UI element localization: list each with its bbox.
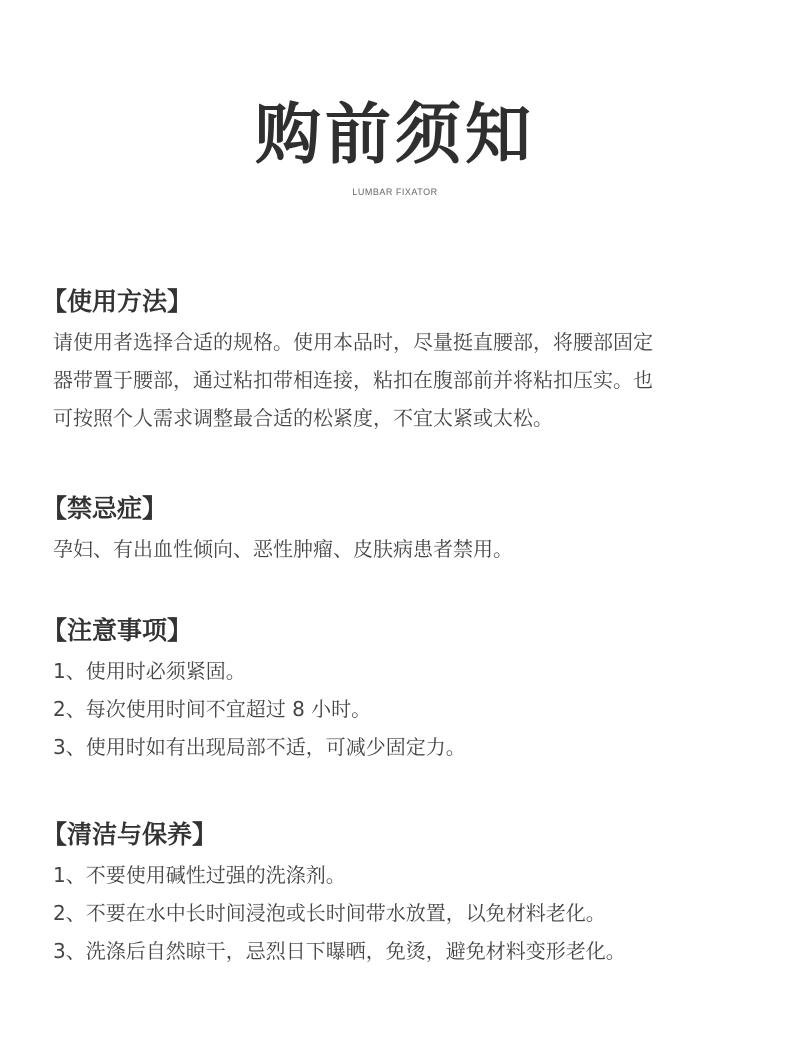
page-subtitle: LUMBAR FIXATOR xyxy=(352,187,438,197)
page-header xyxy=(0,95,790,198)
bracket-open: 【 xyxy=(42,287,68,316)
section-body-cleaning xyxy=(53,856,762,970)
bracket-close: 】 xyxy=(192,820,218,849)
body-line: 请使用者选择合适的规格。使用本品时，尽量挺直腰部，将腰部固定 xyxy=(53,330,653,354)
body-line: 器带置于腰部，通过粘扣带相连接，粘扣在腹部前并将粘扣压实。也 xyxy=(53,368,653,392)
section-body-usage xyxy=(53,323,762,437)
bracket-open: 【 xyxy=(42,494,68,523)
bracket-open: 【 xyxy=(42,820,68,849)
section-heading-cleaning xyxy=(42,818,762,852)
bracket-close: 】 xyxy=(167,287,193,316)
section-body-precautions xyxy=(53,652,762,766)
section-heading-contraindications xyxy=(42,492,762,526)
section-cleaning xyxy=(42,818,762,970)
section-contraindications xyxy=(42,492,762,568)
section-body-contraindications xyxy=(53,530,762,568)
section-heading-text: 清洁与保养 xyxy=(67,820,193,849)
bracket-close: 】 xyxy=(167,616,193,645)
bracket-open: 【 xyxy=(42,616,68,645)
page-title: 购前须知 xyxy=(255,96,535,173)
section-heading-text: 禁忌症 xyxy=(67,494,143,523)
body-line: 孕妇、有出血性倾向、恶性肿瘤、皮肤病患者禁用。 xyxy=(53,537,513,561)
list-item: 1、不要使用碱性过强的洗涤剂。 xyxy=(53,863,346,887)
list-item: 3、使用时如有出现局部不适，可减少固定力。 xyxy=(53,735,466,759)
section-heading-usage xyxy=(42,285,762,319)
section-usage xyxy=(42,285,762,437)
list-item: 2、不要在水中长时间浸泡或长时间带水放置，以免材料老化。 xyxy=(53,901,606,925)
body-line: 可按照个人需求调整最合适的松紧度，不宜太紧或太松。 xyxy=(53,406,553,430)
section-heading-text: 注意事项 xyxy=(67,616,168,645)
section-heading-precautions xyxy=(42,614,762,648)
list-item: 2、每次使用时间不宜超过 8 小时。 xyxy=(53,697,372,721)
section-precautions xyxy=(42,614,762,766)
list-item: 1、使用时必须紧固。 xyxy=(53,659,246,683)
bracket-close: 】 xyxy=(142,494,168,523)
list-item: 3、洗涤后自然晾干，忌烈日下曝晒，免烫，避免材料变形老化。 xyxy=(53,939,626,963)
section-heading-text: 使用方法 xyxy=(67,287,168,316)
